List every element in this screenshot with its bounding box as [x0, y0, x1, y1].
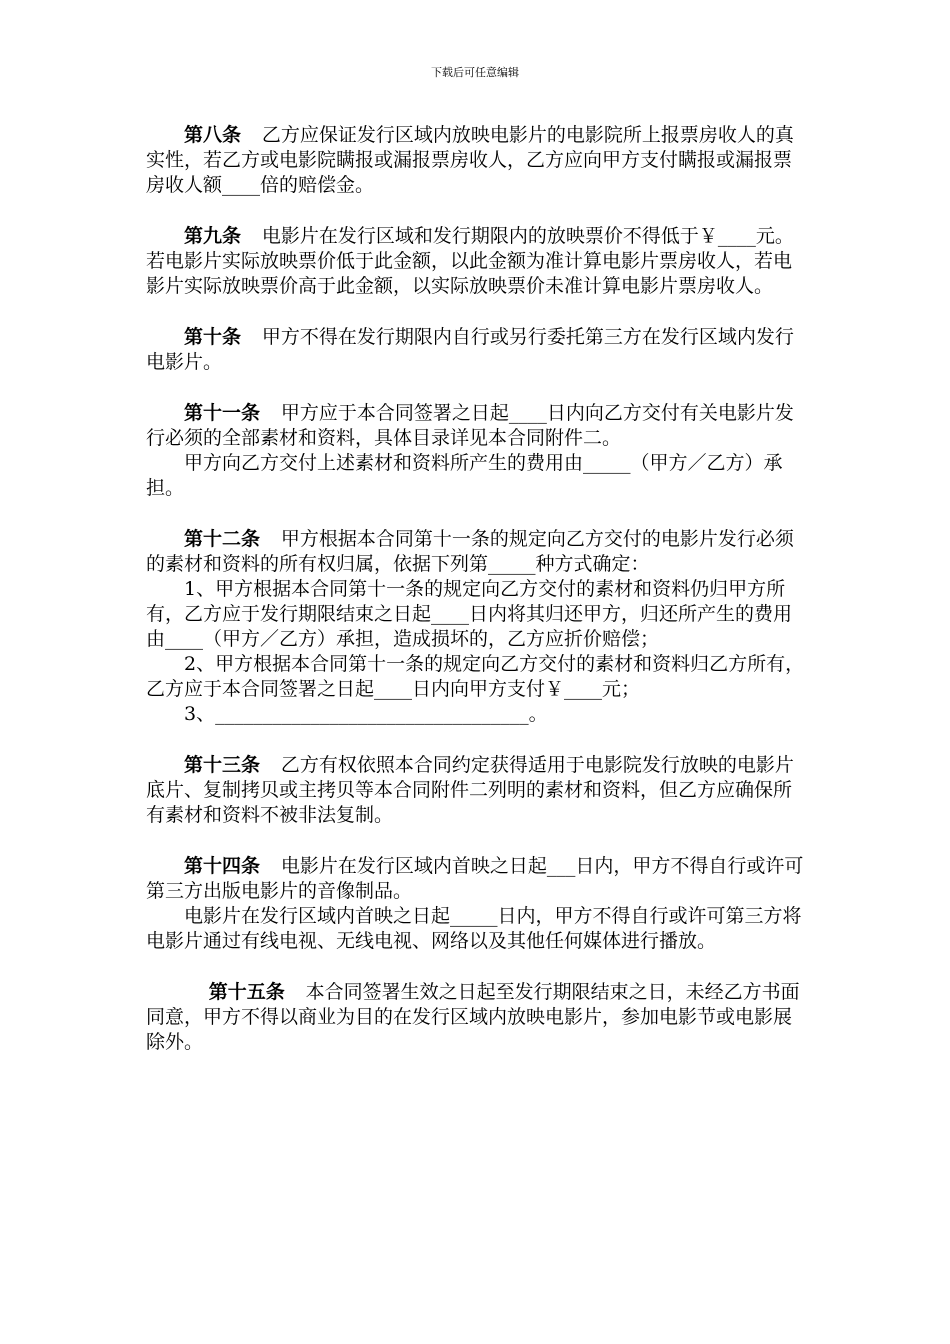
- article-paragraph: 1、甲方根据本合同第十一条的规定向乙方交付的素材和资料仍归甲方所有，乙方应于发行期限结束之日起____日内将其归还甲方，归还所产生的费用由____（甲方／乙方）承担，造成损坏的，乙方应折价赔偿；: [146, 578, 793, 650]
- article-paragraph: [146, 325, 808, 375]
- article-text: 本合同签署生效之日起至发行期限结束之日，未经乙方书面同意，甲方不得以商业为目的在发行区域内放映电影片，参加电影节或电影展除外。: [146, 981, 800, 1053]
- article-paragraph: 甲方向乙方交付上述素材和资料所产生的费用由_____（甲方／乙方）承担。: [146, 452, 783, 499]
- article-text: 电影片在发行区域内首映之日起___日内，甲方不得自行或许可第三方出版电影片的音像制品。: [146, 855, 804, 902]
- article-15: [146, 980, 808, 1055]
- article-paragraph: 3、_________________________________。: [184, 703, 548, 725]
- article-paragraph: [146, 854, 808, 904]
- article-title: 第十五条: [208, 981, 285, 1003]
- article-title: 第十三条: [184, 754, 261, 776]
- article-title: 第十条: [184, 326, 242, 348]
- article-9: [146, 224, 808, 299]
- article-paragraph: [146, 224, 808, 299]
- article-paragraph: [146, 401, 808, 451]
- article-paragraph: 2、甲方根据本合同第十一条的规定向乙方交付的素材和资料归乙方所有，乙方应于本合同签署之日起____日内向甲方支付￥____元；: [146, 653, 805, 700]
- article-11: [146, 401, 808, 501]
- article-14: [146, 854, 808, 954]
- article-paragraph: [146, 753, 808, 828]
- article-text: 甲方应于本合同签署之日起____日内向乙方交付有关电影片发行必须的全部素材和资料，具体目录详见本合同附件二。: [146, 402, 794, 449]
- article-title: 第十四条: [184, 855, 261, 877]
- article-13: [146, 753, 808, 828]
- article-text: 电影片在发行区域和发行期限内的放映票价不得低于￥____元。若电影片实际放映票价低于此金额，以此金额为准计算电影片票房收人，若电影片实际放映票价高于此金额，以实际放映票价未准计算电影片票房收人。: [146, 225, 794, 297]
- article-8: [146, 123, 808, 198]
- article-title: 第八条: [184, 124, 242, 146]
- article-12: [146, 527, 808, 727]
- article-paragraph: 电影片在发行区域内首映之日起_____日内，甲方不得自行或许可第三方将电影片通过有线电视、无线电视、网络以及其他任何媒体进行播放。: [146, 905, 802, 952]
- article-title: 第十二条: [184, 528, 261, 550]
- article-title: 第九条: [184, 225, 242, 247]
- article-paragraph: [146, 980, 808, 1055]
- article-text: 甲方根据本合同第十一条的规定向乙方交付的电影片发行必须的素材和资料的所有权归属，依据下列第_____种方式确定：: [146, 528, 794, 575]
- article-10: [146, 325, 808, 375]
- article-text: 甲方不得在发行期限内自行或另行委托第三方在发行区域内发行电影片。: [146, 326, 794, 373]
- article-text: 乙方有权依照本合同约定获得适用于电影院发行放映的电影片底片、复制拷贝或主拷贝等本合同附件二列明的素材和资料，但乙方应确保所有素材和资料不被非法复制。: [146, 754, 794, 826]
- page-header: 下载后可任意编辑: [431, 66, 519, 79]
- article-paragraph: [146, 527, 808, 577]
- article-text: 乙方应保证发行区域内放映电影片的电影院所上报票房收人的真实性，若乙方或电影院瞒报或漏报票房收人，乙方应向甲方支付瞒报或漏报票房收人额____倍的赔偿金。: [146, 124, 794, 196]
- contract-body: [146, 123, 808, 1081]
- article-title: 第十一条: [184, 402, 261, 424]
- article-paragraph: [146, 123, 808, 198]
